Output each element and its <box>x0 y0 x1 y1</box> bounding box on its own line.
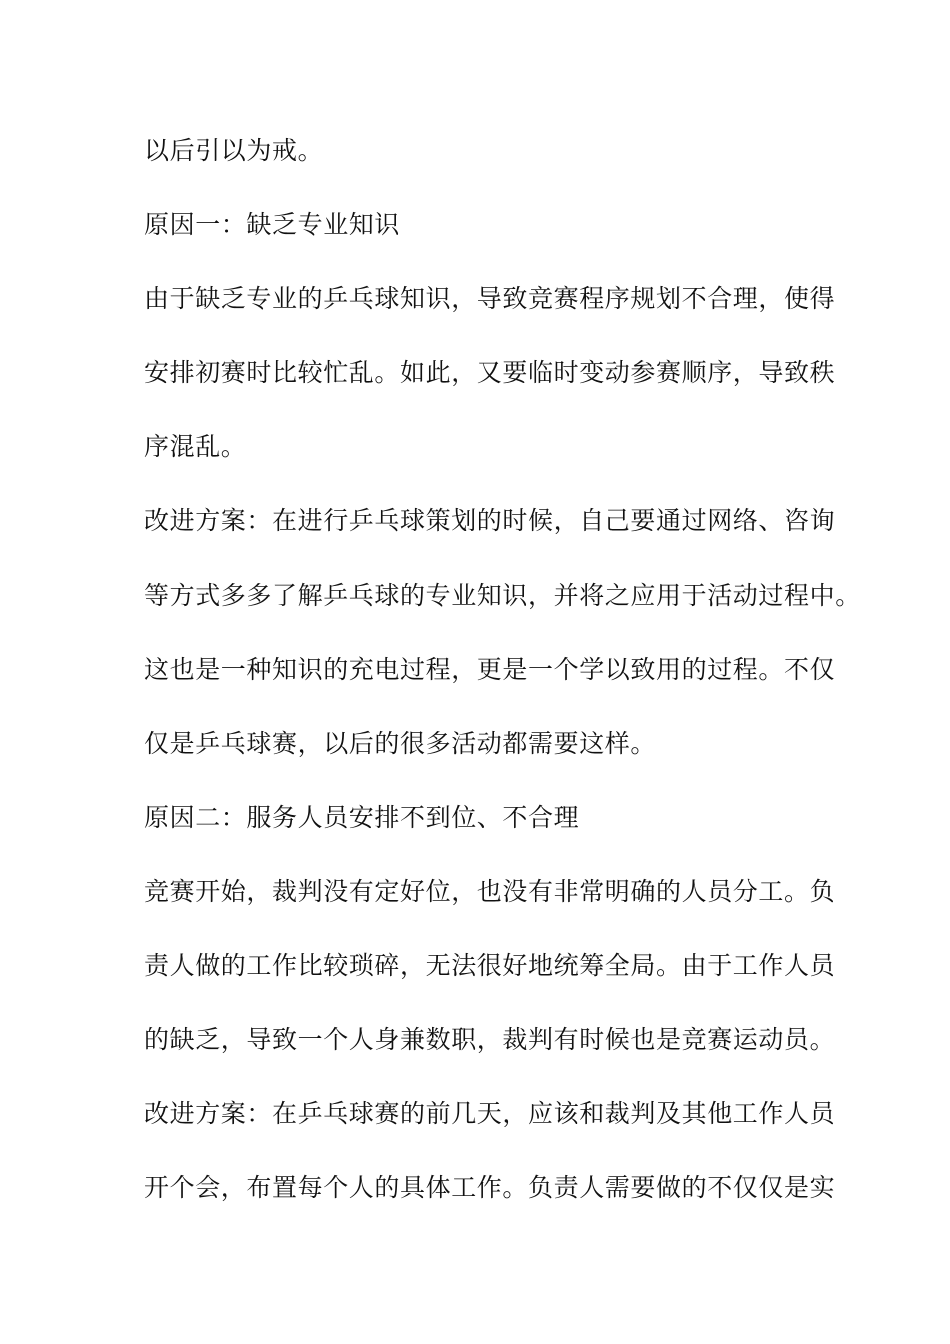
text-line: 由于缺乏专业的乒乓球知识，导致竞赛程序规划不合理，使得 <box>144 284 836 313</box>
text-line: 开个会，布置每个人的具体工作。负责人需要做的不仅仅是实 <box>144 1173 836 1202</box>
text-line: 这也是一种知识的充电过程，更是一个学以致用的过程。不仅 <box>144 655 836 684</box>
text-line-conclusion: 以后引以为戒。 <box>144 136 324 165</box>
text-line: 竞赛开始，裁判没有定好位，也没有非常明确的人员分工。负 <box>144 877 836 906</box>
heading-reason-two: 原因二：服务人员安排不到位、不合理 <box>144 803 580 832</box>
text-line: 等方式多多了解乒乓球的专业知识，并将之应用于活动过程中。 <box>144 581 861 610</box>
text-line: 仅是乒乓球赛，以后的很多活动都需要这样。 <box>144 729 657 758</box>
improvement-plan-line: 改进方案：在乒乓球赛的前几天，应该和裁判及其他工作人员 <box>144 1099 836 1128</box>
text-line: 责人做的工作比较琐碎，无法很好地统筹全局。由于工作人员 <box>144 951 836 980</box>
text-line: 序混乱。 <box>144 432 247 461</box>
improvement-plan-line: 改进方案：在进行乒乓球策划的时候，自己要通过网络、咨询 <box>144 506 836 535</box>
heading-reason-one: 原因一：缺乏专业知识 <box>144 210 401 239</box>
text-line: 安排初赛时比较忙乱。如此，又要临时变动参赛顺序，导致秩 <box>144 358 836 387</box>
text-line: 的缺乏，导致一个人身兼数职，裁判有时候也是竞赛运动员。 <box>144 1025 836 1054</box>
